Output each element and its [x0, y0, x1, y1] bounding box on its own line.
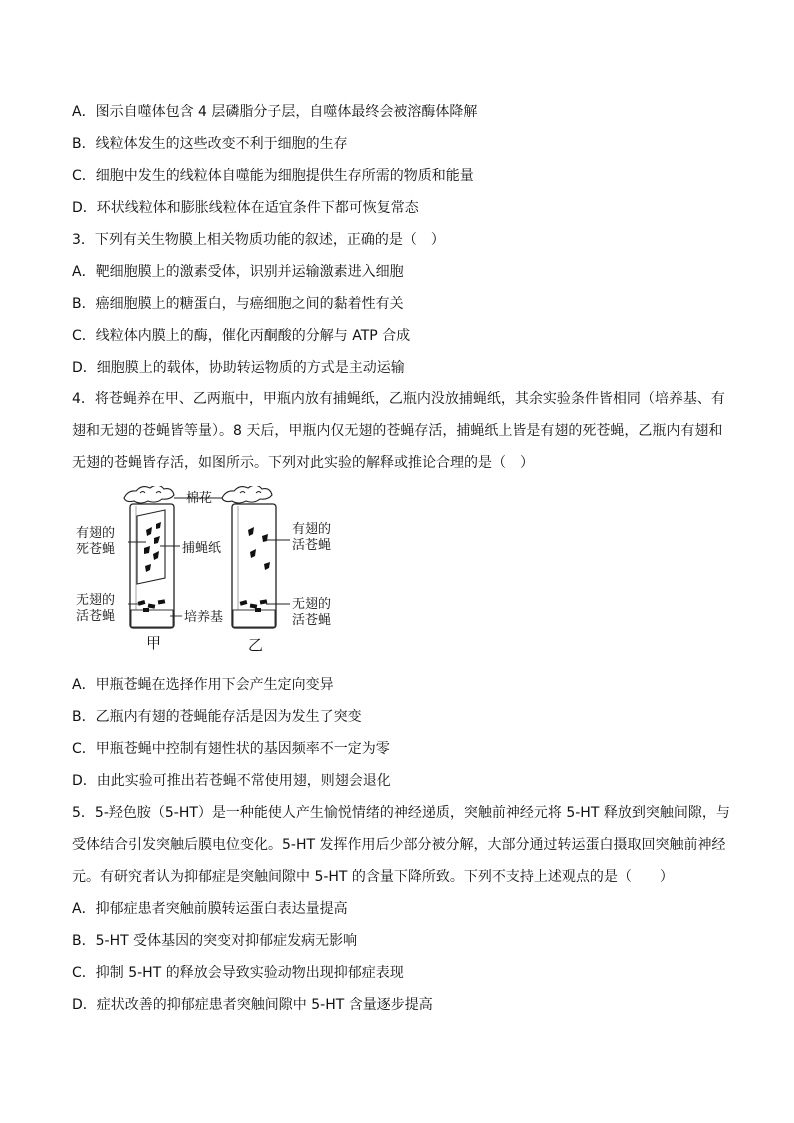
q3-option-c: C．线粒体内膜上的酶，催化丙酮酸的分解与 ATP 合成 [72, 328, 411, 344]
q3-option-b: B．癌细胞膜上的糖蛋白，与癌细胞之间的黏着性有关 [72, 296, 404, 312]
q5-option-d: D．症状改善的抑郁症患者突触间隙中 5-HT 含量逐步提高 [72, 997, 433, 1013]
bottle-jia [124, 486, 174, 628]
q4-option-a: A．甲瓶苍蝇在选择作用下会产生定向变异 [72, 677, 334, 693]
cotton-plug-left [124, 486, 174, 503]
cotton-plug-right [222, 486, 272, 503]
q2-option-a: A．图示自噬体包含 4 层磷脂分子层，自噬体最终会被溶酶体降解 [72, 104, 478, 120]
q5-option-c: C．抑制 5-HT 的释放会导致实验动物出现抑郁症表现 [72, 965, 404, 981]
label-cotton: 棉花 [186, 491, 213, 506]
q3-stem: 3．下列有关生物膜上相关物质功能的叙述，正确的是（ ） [72, 232, 445, 248]
label-wingless-right-1: 无翅的 [292, 597, 332, 612]
flypaper-sheet [137, 510, 165, 584]
q4-option-b: B．乙瓶内有翅的苍蝇能存活是因为发生了突变 [72, 709, 362, 725]
label-winged-dead-2: 死苍蝇 [76, 542, 116, 557]
bottle-right [232, 504, 276, 628]
q4-option-c: C．甲瓶苍蝇中控制有翅性状的基因频率不一定为零 [72, 741, 390, 757]
label-bottle-yi: 乙 [248, 636, 264, 654]
bottle-yi [222, 486, 276, 628]
q5-option-a: A．抑郁症患者突触前膜转运蛋白表达量提高 [72, 901, 348, 917]
q2-option-d: D．环状线粒体和膨胀线粒体在适宜条件下都可恢复常态 [72, 200, 419, 216]
q5-stem-line-3: 元。有研究者认为抑郁症是突触间隙中 5-HT 的含量下降所致。下列不支持上述观点的是（ ） [72, 869, 674, 885]
label-winged-alive-1: 有翅的 [292, 522, 332, 537]
label-wingless-left-1: 无翅的 [76, 593, 116, 608]
label-bottle-jia: 甲 [146, 634, 162, 652]
q4-stem-line-2: 翅和无翅的苍蝇皆等量）。8 天后，甲瓶内仅无翅的苍蝇存活，捕蝇纸上皆是有翅的死苍蝇，乙瓶内有翅和 [72, 423, 723, 439]
q3-option-d: D．细胞膜上的载体，协助转运物质的方式是主动运输 [72, 360, 405, 376]
label-wingless-left-2: 活苍蝇 [76, 609, 116, 624]
q2-option-b: B．线粒体发生的这些改变不利于细胞的生存 [72, 136, 348, 152]
label-medium: 培养基 [184, 610, 224, 625]
q2-option-c: C．细胞中发生的线粒体自噬能为细胞提供生存所需的物质和能量 [72, 168, 474, 184]
label-winged-alive-2: 活苍蝇 [292, 538, 332, 553]
q3-option-a: A．靶细胞膜上的激素受体，识别并运输激素进入细胞 [72, 264, 404, 280]
medium-left [131, 610, 173, 627]
label-winged-dead-1: 有翅的 [76, 526, 116, 541]
q5-stem-line-2: 受体结合引发突触后膜电位变化。5-HT 发挥作用后少部分被分解，大部分通过转运蛋白摄取回突触前神经 [72, 837, 726, 853]
label-flypaper: 捕蝇纸 [182, 541, 222, 556]
q5-stem-line-1: 5．5-羟色胺（5-HT）是一种能使人产生愉悦情绪的神经递质，突触前神经元将 5-HT 释放到突触间隙，与 [72, 805, 730, 821]
q5-option-b: B．5-HT 受体基因的突变对抑郁症发病无影响 [72, 933, 358, 949]
q4-option-d: D．由此实验可推出若苍蝇不常使用翅，则翅会退化 [72, 773, 391, 789]
q4-stem-line-1: 4．将苍蝇养在甲、乙两瓶中，甲瓶内放有捕蝇纸，乙瓶内没放捕蝇纸，其余实验条件皆相同（培养基、有 [72, 391, 725, 407]
medium-right [233, 610, 275, 627]
fly-bottle-diagram [70, 486, 370, 658]
label-wingless-right-2: 活苍蝇 [292, 613, 332, 628]
q4-stem-line-3: 无翅的苍蝇皆存活，如图所示。下列对此实验的解释或推论合理的是（ ） [72, 455, 534, 471]
